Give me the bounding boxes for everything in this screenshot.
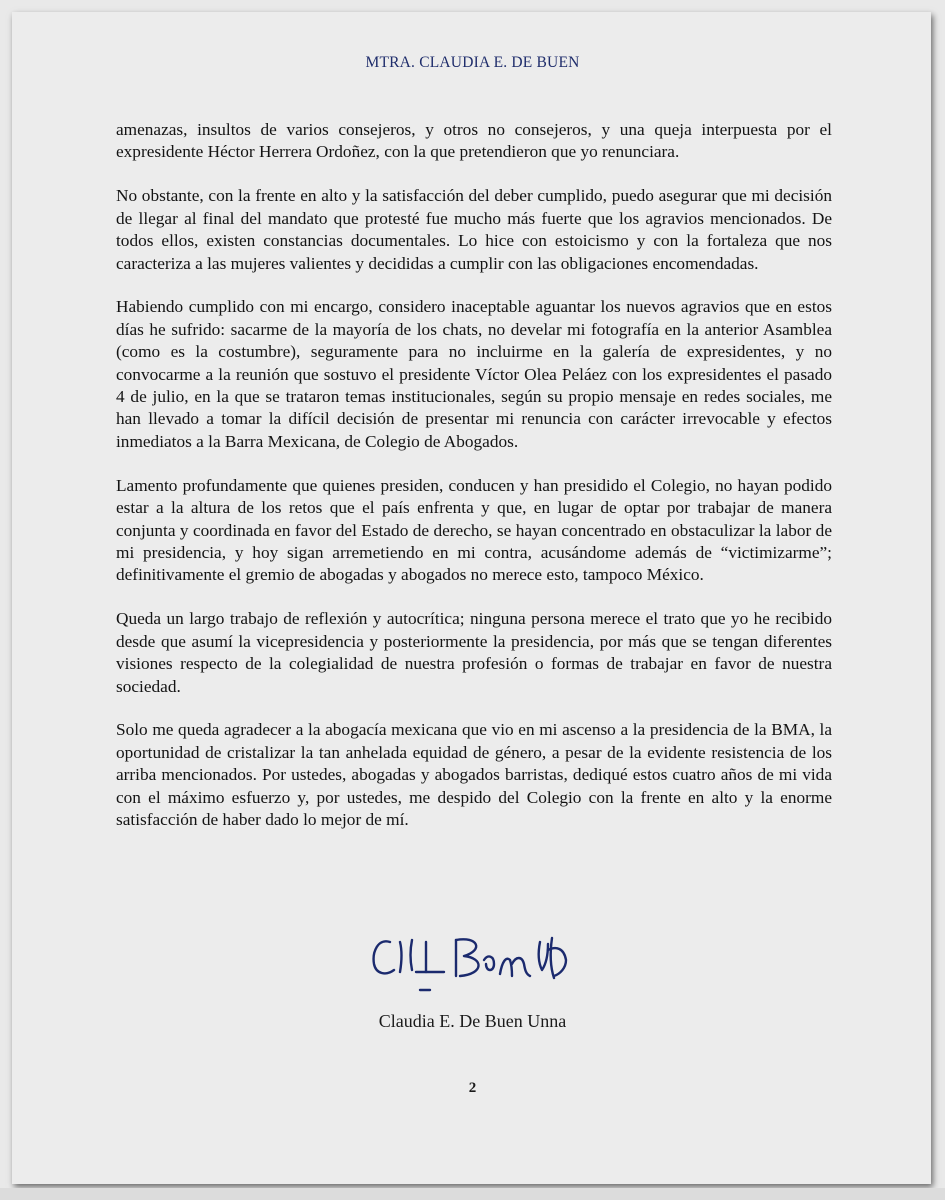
paragraph-4: Lamento profundamente que quienes presiden, conducen y han presidido el Colegio, no hayan podido estar a la altura de los retos que el país enfrenta y que, en lugar de optar por trabajar de manera conjunta y coordinada en favor del Estado de derecho, se hayan concentrado en obstaculizar la labor de mi presidencia, y hoy sigan arremetiendo en mi contra, acusándome además de “victimizarme”; definitivamente el gremio de abogadas y abogados no merece esto, tampoco México. [116,475,832,585]
handwritten-signature [360,920,590,1000]
signature-stroke [512,958,530,976]
signature-stroke [411,940,413,970]
signature-stroke [456,939,479,976]
letter-body [116,119,832,853]
signature-stroke [551,938,554,978]
signature-stroke [400,942,402,972]
signature-stroke [539,942,548,970]
letterhead-title: MTRA. CLAUDIA E. DE BUEN [365,54,580,71]
paragraph-1: amenazas, insultos de varios consejeros, y otros no consejeros, y una queja interpuesta por el expresidente Héctor Herrera Ordoñez, con la que pretendieron que yo renunciara. [116,120,832,162]
paragraph-2: No obstante, con la frente en alto y la satisfacción del deber cumplido, puedo asegurar que mi decisión de llegar al final del mandato que protesté fue mucho más fuerte que los agravios mencionados. De todos ellos, existen constancias documentales. Lo hice con estoicismo y con la fortaleza que nos caracteriza a las mujeres valientes y decididas a cumplir con las obligaciones encomendadas. [116,186,832,273]
signer-name: Claudia E. De Buen Unna [378,1011,567,1031]
signature-stroke [374,941,394,973]
paragraph-3: Habiendo cumplido con mi encargo, considero inaceptable aguantar los nuevos agravios que en estos días he sufrido: sacarme de la mayoría de los chats, no develar mi fotografía en la anterior Asamblea (como es la costumbre), seguramente para no incluirme en la galería de expresidentes, y no convocarme a la reunión que sostuvo el presidente Víctor Olea Peláez con los expresidentes el pasado 4 de julio, en la que se trataron temas institucionales, según su propio mensaje en redes sociales, me han llevado a tomar la difícil decisión de presentar mi renuncia con carácter irrevocable y efectos inmediatos a la Barra Mexicana, de Colegio de Abogados. [116,297,832,451]
signature-stroke [500,959,512,976]
paragraph-6: Solo me queda agradecer a la abogacía mexicana que vio en mi ascenso a la presidencia de la BMA, la oportunidad de cristalizar la tan anhelada equidad de género, a pesar de la evidente resistencia de los arriba mencionados. Por ustedes, abogadas y abogados barristas, dediqué estos cuatro años de mi vida con el máximo esfuerzo y, por ustedes, me despido del Colegio con la frente en alto y la enorme satisfacción de haber dado lo mejor de mí. [116,720,832,830]
signature-stroke [484,957,494,970]
page-number: 2 [468,1080,477,1096]
page-bottom-edge [0,1188,945,1200]
paragraph-5: Queda un largo trabajo de reflexión y autocrítica; ninguna persona merece el trato que yo he recibido desde que asumí la vicepresidencia y posteriormente la presidencia, por más que se tengan diferentes visiones respecto de la colegialidad de nuestra profesión o formas de trabajar en favor de nuestra sociedad. [116,609,832,696]
